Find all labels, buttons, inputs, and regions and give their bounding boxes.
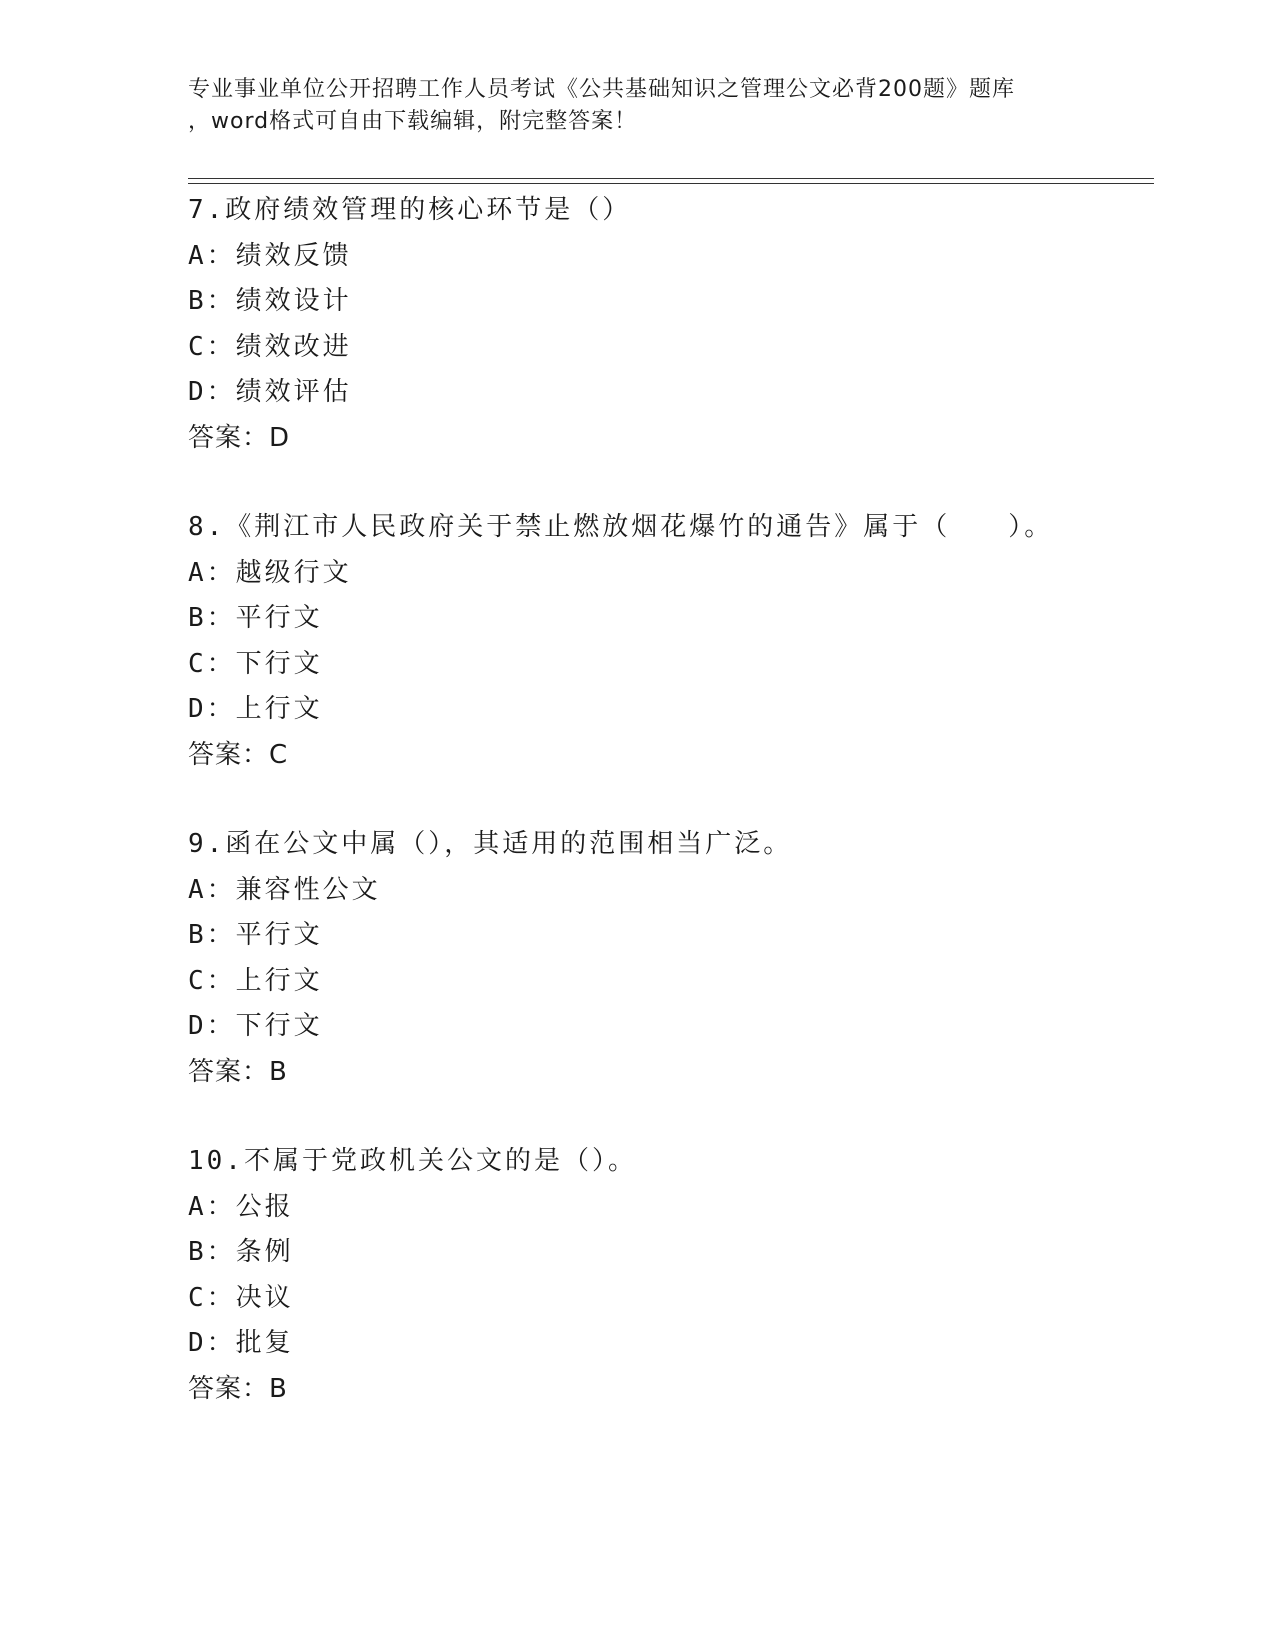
question-10 [188,1139,1188,1412]
question-9 [188,822,1188,1095]
option-c: C：决议 [188,1282,294,1313]
option-d: D：下行文 [188,1011,323,1041]
option-a: A：绩效反馈 [188,240,352,271]
option-b: B：平行文 [188,920,323,950]
option-d: D：批复 [188,1328,294,1358]
option-d: D：上行文 [188,694,323,724]
question-8 [188,505,1188,778]
question-stem: 8.《荆江市人民政府关于禁止燃放烟花爆竹的通告》属于（ ）。 [188,512,1054,542]
option-c: C：绩效改进 [188,331,352,362]
option-a: A：公报 [188,1191,294,1222]
document-header [188,74,1108,138]
header-title-line-1: 专业事业单位公开招聘工作人员考试《公共基础知识之管理公文必背200题》题库 [188,77,1015,102]
question-7 [188,188,1188,461]
header-divider [188,178,1154,184]
answer-key: 答案：D [188,422,291,453]
question-stem: 10.不属于党政机关公文的是（）。 [188,1146,637,1176]
option-a: A：越级行文 [188,557,352,588]
option-b: B：平行文 [188,603,323,633]
option-b: B：条例 [188,1237,294,1267]
answer-key: 答案：B [188,1056,288,1087]
option-c: C：上行文 [188,965,323,996]
answer-key: 答案：C [188,739,289,770]
option-b: B：绩效设计 [188,286,352,316]
header-title-line-2: ，word格式可自由下载编辑，附完整答案！ [188,109,638,134]
question-stem: 9.函在公文中属（），其适用的范围相当广泛。 [188,829,793,859]
option-c: C：下行文 [188,648,323,679]
answer-key: 答案：B [188,1373,288,1404]
option-a: A：兼容性公文 [188,874,381,905]
question-stem: 7.政府绩效管理的核心环节是（） [188,195,632,225]
option-d: D：绩效评估 [188,377,352,407]
